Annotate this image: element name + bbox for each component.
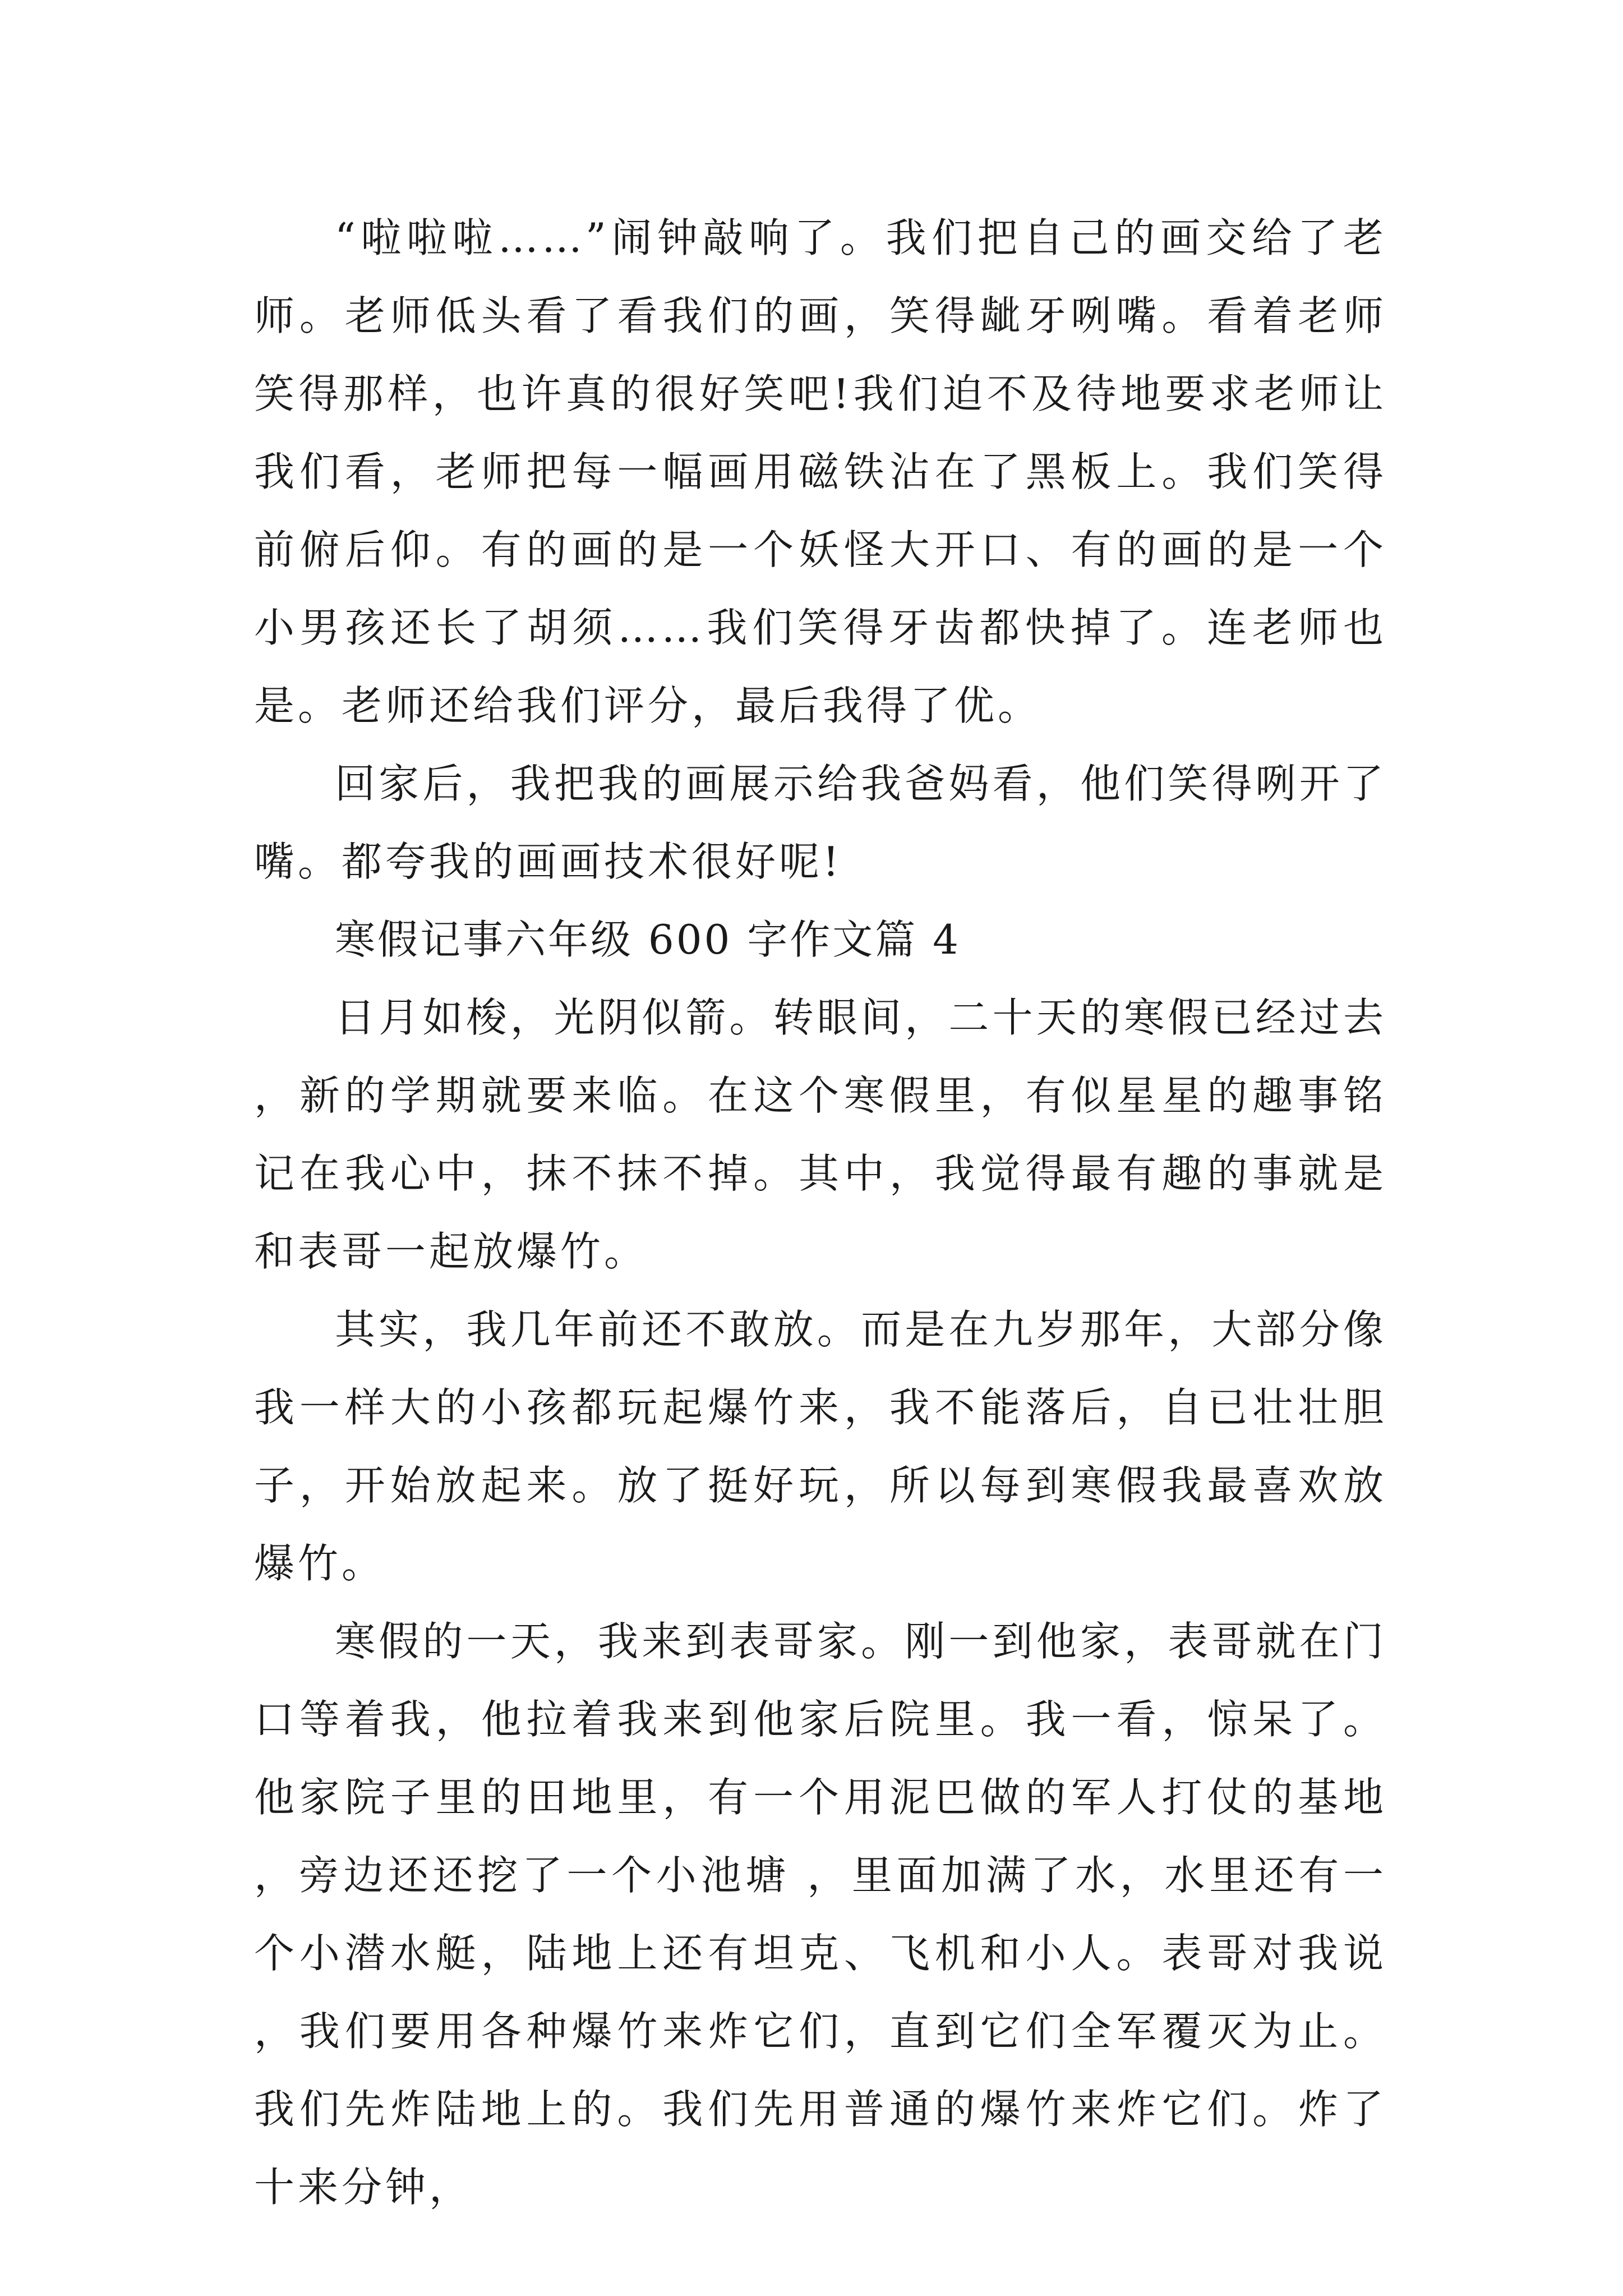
document-body — [254, 199, 1387, 2226]
paragraph-story: 寒假的一天，我来到表哥家。刚一到他家，表哥就在门口等着我，他拉着我来到他家后院里。我一看，惊呆了。他家院子里的田地里，有一个用泥巴做的军人打仗的基地，旁边还还挖了一个小池塘 ，里面加满了水，水里还有一个小潜水艇，陆地上还有坦克、飞机和小人。表哥对我说，我们要用各种爆竹来炸它们，直到它们全军覆灭为止。我们先炸陆地上的。我们先用普通的爆竹来炸它们。炸了 十来分钟， — [254, 1618, 1387, 2211]
paragraph-background: 其实，我几年前还不敢放。而是在九岁那年，大部分像我一样大的小孩都玩起爆竹来，我不能落后，自已壮壮胆子，开始放起来。放了挺好玩，所以每到寒假我最喜欢放爆竹。 — [254, 1306, 1387, 1587]
paragraph-alarm: “啦啦啦……”闹钟敲响了。我们把自己的画交给了老师。老师低头看了看我们的画，笑得龇牙咧嘴。看着老师笑得那样，也许真的很好笑吧!我们迫不及待地要求老师让我们看，老师把每一幅画用磁铁沾在了黑板上。我们笑得前俯后仰。有的画的是一个妖怪大开口、有的画的是一个小男孩还长了胡须……我们笑得牙齿都快掉了。连老师也是。老师还给我们评分，最后我得了优。 — [254, 214, 1387, 729]
paragraph-intro: 日月如梭，光阴似箭。转眼间，二十天的寒假已经过去，新的学期就要来临。在这个寒假里，有似星星的趣事铭记在我心中，抹不抹不掉。其中，我觉得最有趣的事就是和表哥一起放爆竹。 — [254, 994, 1387, 1275]
paragraph-home: 回家后，我把我的画展示给我爸妈看，他们笑得咧开了嘴。都夸我的画画技术很好呢! — [254, 760, 1387, 885]
essay-heading: 寒假记事六年级 600 字作文篇 4 — [335, 916, 961, 963]
